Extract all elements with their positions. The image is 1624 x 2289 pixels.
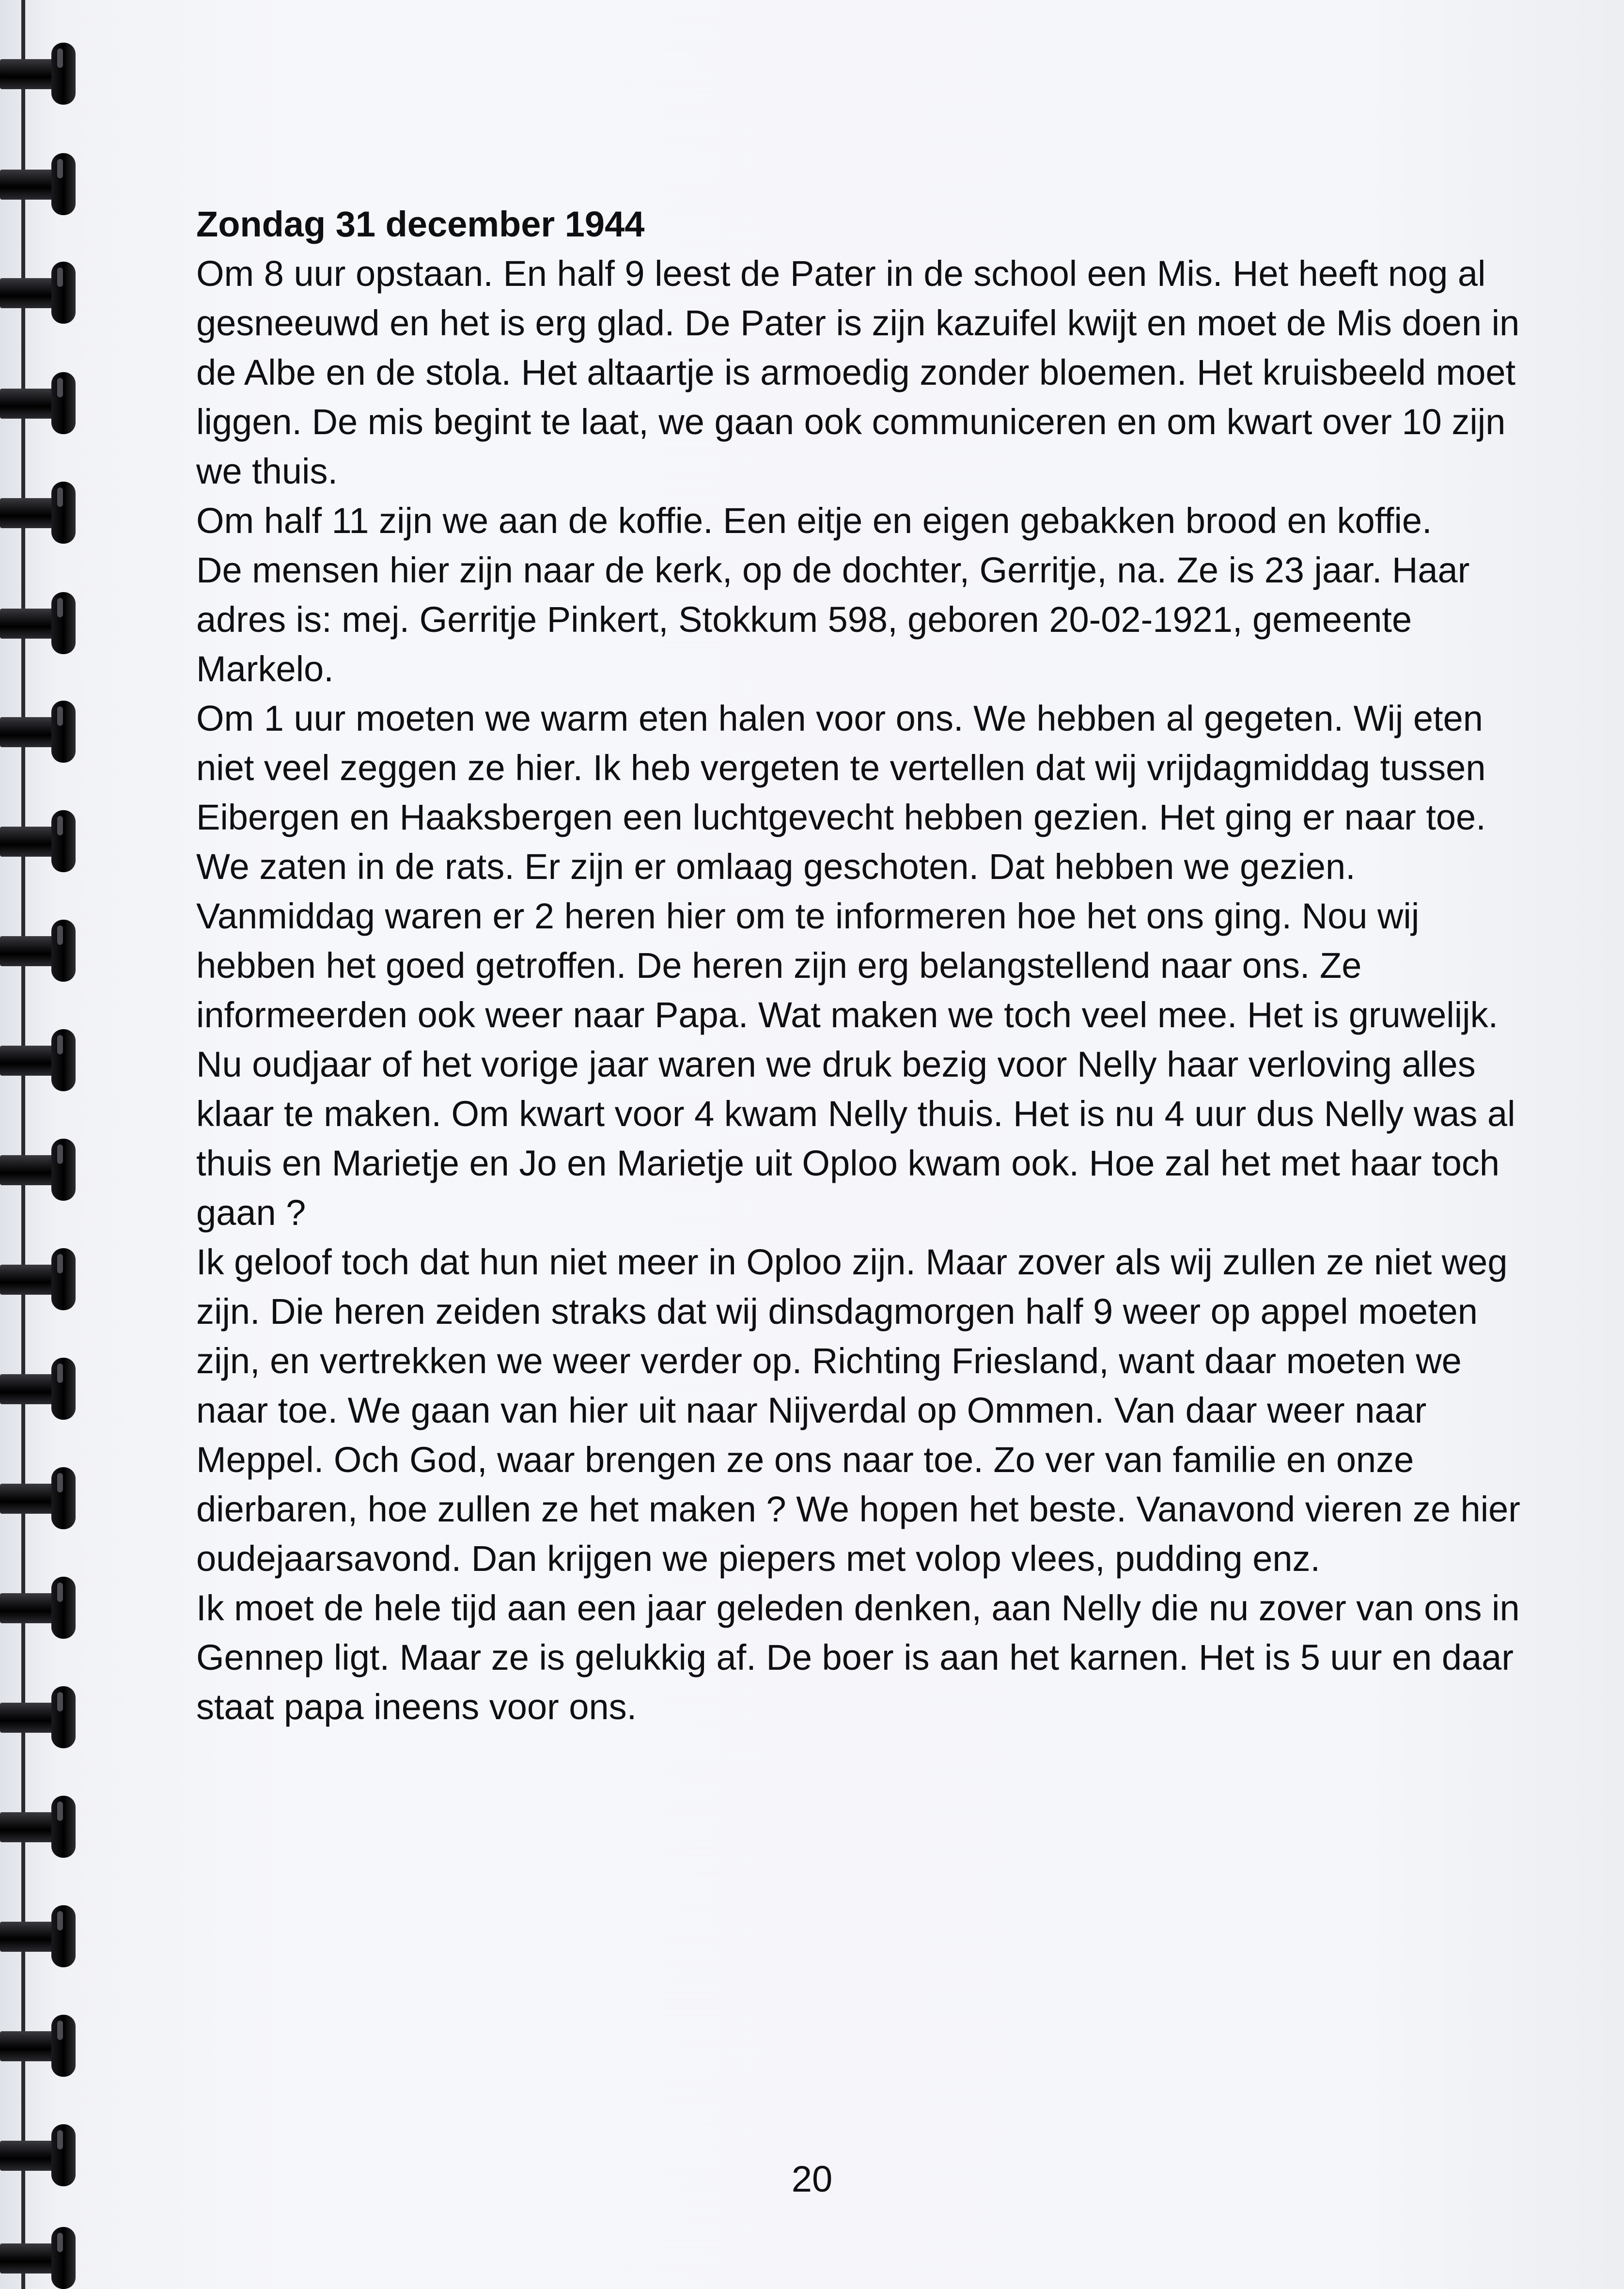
binding-ring	[0, 2227, 78, 2289]
binding-ring	[0, 920, 78, 982]
binding-ring	[0, 701, 78, 763]
entry-heading: Zondag 31 december 1944	[196, 204, 645, 244]
binding-ring	[0, 153, 78, 215]
binding-ring	[0, 2015, 78, 2077]
spiral-binding	[0, 0, 92, 2289]
binding-ring	[0, 1686, 78, 1748]
binding-ring	[0, 482, 78, 544]
binding-ring	[0, 1358, 78, 1420]
binding-ring	[0, 1796, 78, 1858]
binding-ring	[0, 1577, 78, 1639]
entry-paragraph: Om half 11 zijn we aan de koffie. Een eitje en eigen gebakken brood en koffie.	[196, 501, 1432, 541]
entry-paragraph: Ik moet de hele tijd aan een jaar geleden denken, aan Nelly die nu zover van ons in Gennep ligt. Maar ze is gelukkig af. De boer is aan het karnen. Het is 5 uur en daar staat papa ineens voor ons.	[196, 1588, 1520, 1727]
binding-ring	[0, 43, 78, 105]
binding-ring	[0, 1905, 78, 1967]
page-number: 20	[791, 2159, 833, 2200]
entry-paragraph: Om 8 uur opstaan. En half 9 leest de Pater in de school een Mis. Het heeft nog al gesneeuwd en het is erg glad. De Pater is zijn kazuifel kwijt en moet de Mis doen in de Albe en de stola. Het altaartje is armoedig zonder bloemen. Het kruisbeeld moet liggen. De mis begint te laat, we gaan ook communiceren en om kwart over 10 zijn we thuis.	[196, 253, 1520, 491]
binding-ring	[0, 372, 78, 434]
binding-ring	[0, 1139, 78, 1201]
binding-ring	[0, 1248, 78, 1310]
binding-ring	[0, 1467, 78, 1529]
entry-paragraph: De mensen hier zijn naar de kerk, op de dochter, Gerritje, na. Ze is 23 jaar. Haar adres is: mej. Gerritje Pinkert, Stokkum 598, geboren 20-02-1921, gemeente Markelo.	[196, 550, 1470, 689]
binding-ring	[0, 1029, 78, 1091]
binding-ring	[0, 262, 78, 324]
diary-entry	[196, 200, 1533, 1732]
entry-paragraph: Om 1 uur moeten we warm eten halen voor ons. We hebben al gegeten. Wij eten niet veel zeggen ze hier. Ik heb vergeten te vertellen dat wij vrijdagmiddag tussen Eibergen en Haaksbergen een luchtgevecht hebben gezien. Het ging er naar toe. We zaten in de rats. Er zijn er omlaag geschoten. Dat hebben we gezien. Vanmiddag waren er 2 heren hier om te informeren hoe het ons ging. Nou wij hebben het goed getroffen. De heren zijn erg belangstellend naar ons. Ze informeerden ook weer naar Papa. Wat maken we toch veel mee. Het is gruwelijk. Nu oudjaar of het vorige jaar waren we druk bezig voor Nelly haar verloving alles klaar te maken. Om kwart voor 4 kwam Nelly thuis. Het is nu 4 uur dus Nelly was al thuis en Marietje en Jo en Marietje uit Oploo kwam ook. Hoe zal het met haar toch gaan ?	[196, 698, 1515, 1233]
binding-ring	[0, 810, 78, 872]
binding-ring	[0, 592, 78, 654]
entry-paragraph: Ik geloof toch dat hun niet meer in Oploo zijn. Maar zover als wij zullen ze niet weg zijn. Die heren zeiden straks dat wij dinsdagmorgen half 9 weer op appel moeten zijn, en vertrekken we weer verder op. Richting Friesland, want daar moeten we naar toe. We gaan van hier uit naar Nijverdal op Ommen. Van daar weer naar Meppel. Och God, waar brengen ze ons naar toe. Zo ver van familie en onze dierbaren, hoe zullen ze het maken ? We hopen het beste. Vanavond vieren ze hier oudejaarsavond. Dan krijgen we piepers met volop vlees, pudding enz.	[196, 1242, 1520, 1579]
